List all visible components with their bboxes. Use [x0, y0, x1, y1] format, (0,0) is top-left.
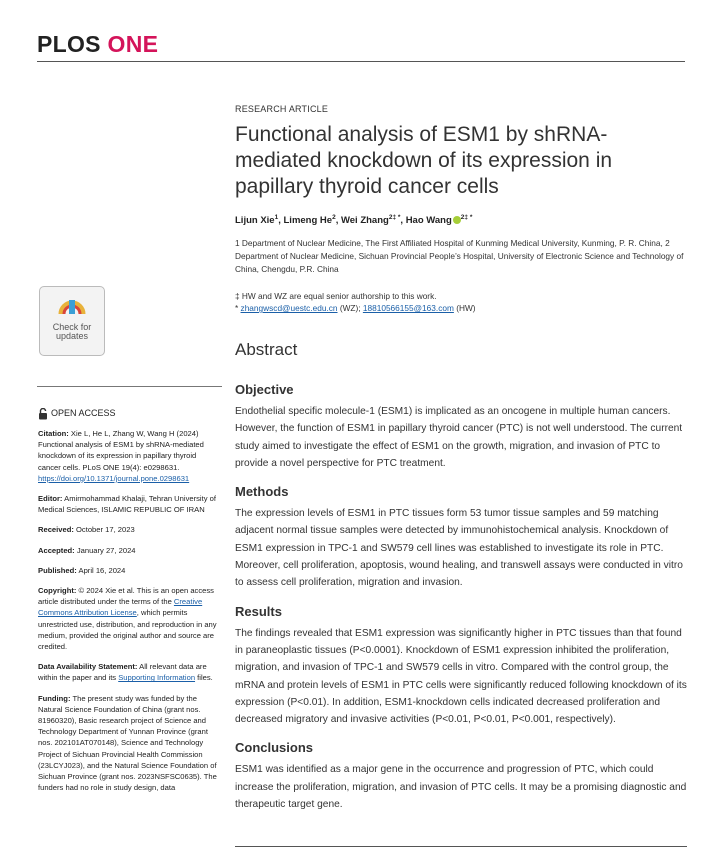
data-text2: files. [195, 673, 213, 683]
accepted-date [38, 545, 218, 556]
section-text-results: The findings revealed that ESM1 expression was significantly higher in PTC tissues than that found in paraneoplastic tissues (P<0.0001). Knockdown of ESM1 expression inhibited the proliferation, migration, and invasion of TPC-1 and SW579 cells in vitro. Compared with the control group, the mRNA and protein levels of ESM1 in PTC cells were significantly reduced following knockdown of its expression (P<0.01). In addition, ESM1-knockdown cells indicated decreased proliferation and decreased migratory and invasive activities (P<0.01, P<0.01, P<0.001, respectively). [235, 627, 687, 726]
data-label: Data Availability Statement: [38, 662, 138, 672]
section-heading-methods: Methods [235, 484, 289, 500]
data-text1: All relevant data are within the paper and its [38, 662, 207, 683]
badge-line1: Check for [52, 322, 92, 332]
abstract [235, 340, 687, 825]
accepted-text: January 27, 2024 [74, 545, 136, 555]
copyright-label: Copyright: [38, 586, 77, 596]
editor [38, 493, 218, 515]
author-name[interactable]: Lijun Xie [235, 215, 275, 227]
email1-suffix: (WZ); [337, 303, 363, 314]
funding-label: Funding: [38, 693, 71, 703]
section-text-methods: The expression levels of ESM1 in PTC tissues form 53 tumor tissue samples and 59 matching adjacent normal tissue samples were detected by immunohistochemical analysis. Knockdown of ESM1 expression in TPC-1 and SW579 cell lines was established to investigate its role in PTC. Moreover, cell proliferation, apoptosis, wound healing, and transwell assays were conducted in vitro to assess cell proliferation, migration and invasion. [235, 508, 683, 589]
copyright-text1: © 2024 Xie et al. This is an open access article distributed under the terms of the [38, 586, 214, 607]
orcid-icon[interactable] [453, 216, 461, 224]
open-access-text: OPEN ACCESS [51, 408, 116, 419]
doi-link[interactable]: https://doi.org/10.1371/journal.pone.0298631 [38, 473, 190, 483]
crossmark-icon [55, 292, 89, 316]
author-name[interactable]: Wei Zhang [340, 215, 389, 227]
author-sup: 2 [332, 214, 336, 221]
header-divider [37, 61, 685, 62]
equal-authorship-note: ‡ HW and WZ are equal senior authorship to this work. [235, 291, 437, 302]
logo-one: ONE [107, 31, 159, 57]
funding [38, 693, 218, 794]
article-header [235, 104, 690, 314]
editor-label: Editor: [38, 494, 63, 504]
abstract-heading: Abstract [235, 340, 298, 359]
open-lock-icon [38, 408, 48, 420]
author-name[interactable]: Hao Wang [405, 215, 452, 227]
open-access-label [38, 408, 218, 420]
author-notes [235, 290, 690, 314]
copyright [38, 585, 218, 652]
received-label: Received: [38, 525, 74, 535]
citation [38, 428, 218, 484]
accepted-label: Accepted: [38, 545, 75, 555]
section-heading-objective: Objective [235, 382, 294, 397]
published-text: April 16, 2024 [76, 565, 126, 575]
supporting-info-link[interactable]: Supporting Information [118, 673, 196, 683]
check-for-updates-badge[interactable] [39, 286, 105, 356]
author-sup: 1 [274, 214, 279, 221]
article-type: RESEARCH ARTICLE [235, 104, 329, 114]
affiliations: 1 Department of Nuclear Medicine, The First Affiliated Hospital of Kunming Medical University, Kunming, P. R. China, 2 Department of Nuclear Medicine, Sichuan Provincial People’s Hospital, University of Electronic Science and Technology of China, Chengdu, P.R. China [235, 238, 684, 275]
logo-plos: PLOS [37, 31, 101, 57]
author-sup: 2‡ * [388, 214, 401, 221]
article-info-sidebar [38, 408, 218, 802]
funding-text: The present study was funded by the Natural Science Foundation of China (grant nos. 81960320), Basic research project of Science and Technology Department of Yunnan Province (grant nos. 202101AT070148), Science and Technology Project of Sichuan Provincial Health Commission (23LCYJ023), and the Natural Science Foundation of Sichuan Province (grant nos. 2023NSFSC0635). The funders had no role in study design, data [38, 693, 217, 793]
section-heading-conclusions: Conclusions [235, 740, 314, 756]
email2-suffix: (HW) [453, 303, 476, 314]
received-text: October 17, 2023 [73, 525, 135, 535]
copyright-text2: , which permits unrestricted use, distribution, and reproduction in any medium, provided the original author and source are credited. [38, 608, 217, 652]
author-list: Lijun Xie$^1$, Limeng He$^2$, Wei Zhang$^{2\ddagger *}$, Hao Wang $^{2\ddagger *}$ [235, 214, 473, 227]
author-sup: 2‡ * [460, 214, 473, 221]
email-link-hw[interactable]: 18810566155@163.com [362, 303, 454, 314]
footer-divider [235, 846, 687, 847]
license-link[interactable]: Creative Commons Attribution License [38, 597, 203, 618]
published-date [38, 565, 218, 576]
badge-line2: updates [55, 331, 89, 341]
received-date [38, 524, 218, 535]
sidebar-divider [37, 386, 222, 387]
email-link-wz[interactable]: zhangwscd@uestc.edu.cn [240, 303, 338, 314]
citation-label: Citation: [38, 429, 69, 438]
corresp-prefix: * [235, 303, 241, 314]
article-title: Functional analysis of ESM1 by shRNA-mediated knockdown of its expression in papillary thyroid cancer cells [235, 123, 613, 198]
citation-text: Xie L, He L, Zhang W, Wang H (2024) Functional analysis of ESM1 by shRNA-mediated knockdown of its expression in papillary thyroid cancer cells. PLoS ONE 19(4): e0298631. [38, 429, 204, 472]
editor-text: Amirmohammad Khalaji, Tehran University of Medical Sciences, ISLAMIC REPUBLIC OF IRAN [38, 494, 216, 515]
journal-logo[interactable] [37, 31, 158, 58]
correspondence-note [235, 302, 690, 314]
author-name[interactable]: Limeng He [283, 215, 333, 227]
section-text-objective: Endothelial specific molecule-1 (ESM1) is implicated as an oncogene in multiple human cancers. However, the function of ESM1 in papillary thyroid cancer (PTC) is not well understood. The current study aimed to investigate the effect of ESM1 on the growth, migration, and invasion of PTC to provide a novel perspective for PTC treatment. [235, 406, 683, 469]
section-heading-results: Results [235, 603, 282, 619]
section-text-conclusions: ESM1 was identified as a major gene in the occurrence and progression of PTC, which could increase the proliferation, migration, and invasion of PTC cells. It may be a promising diagnostic and therapeutic target gene. [235, 764, 687, 811]
data-availability [38, 661, 218, 683]
published-label: Published: [38, 565, 77, 575]
